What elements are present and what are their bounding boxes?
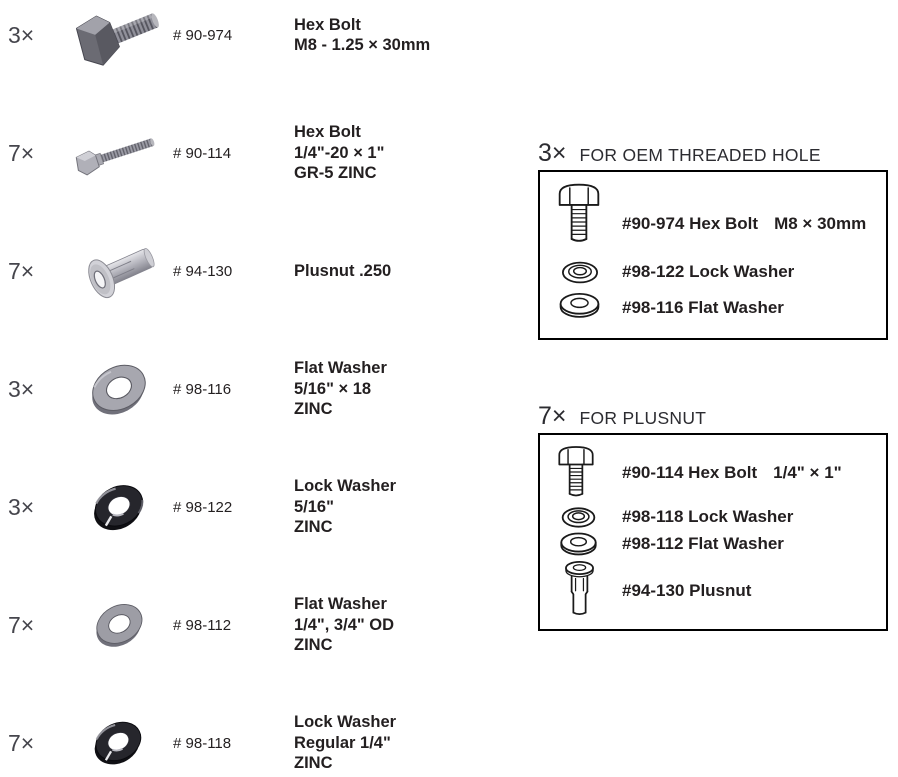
part-number: # 94-130 xyxy=(173,262,233,280)
quantity-label: 7× xyxy=(8,139,35,166)
part-description: Hex Bolt 1/4"-20 × 1" GR-5 ZINC xyxy=(294,123,385,183)
part-description: Lock Washer 5/16" ZINC xyxy=(294,477,397,537)
part-number: # 98-122 xyxy=(173,498,233,516)
group-plusnut xyxy=(538,403,888,631)
part-description: Plusnut .250 xyxy=(294,261,392,280)
hex-bolt-photo-icon xyxy=(72,118,167,188)
quantity-label: 7× xyxy=(8,611,35,638)
part-description: Flat Washer 5/16" × 18 ZINC xyxy=(294,359,387,419)
group-item-label: #98-112 Flat Washer xyxy=(622,534,784,553)
group-oem-threaded-hole xyxy=(538,140,888,340)
quantity-label: 3× xyxy=(8,375,35,402)
table-row xyxy=(0,212,472,330)
hex-bolt-outline-icon xyxy=(556,180,602,252)
quantity-label: 7× xyxy=(8,729,35,756)
group-title: FOR PLUSNUT xyxy=(579,408,707,428)
part-number: # 90-114 xyxy=(173,144,232,162)
table-row xyxy=(0,448,472,566)
part-number: # 98-116 xyxy=(173,380,232,398)
hex-bolt-outline-icon xyxy=(556,443,596,505)
flat-washer-outline-icon xyxy=(558,531,599,559)
flat-washer-photo-icon xyxy=(72,354,167,424)
quantity-label: 3× xyxy=(8,21,35,48)
plusnut-outline-icon xyxy=(562,559,597,619)
group-item-label: #98-116 Flat Washer xyxy=(622,298,784,317)
group-heading xyxy=(538,140,888,167)
group-item-label: #94-130 Plusnut xyxy=(622,581,752,600)
group-item-label: #90-114 Hex Bolt 1/4" × 1" xyxy=(622,463,842,482)
plusnut-photo-icon xyxy=(72,236,167,306)
table-row xyxy=(0,330,472,448)
quantity-label: 3× xyxy=(8,493,35,520)
group-item-label: #90-974 Hex Bolt M8 × 30mm xyxy=(622,214,867,233)
part-number: # 98-112 xyxy=(173,616,232,634)
flat-washer-photo-icon xyxy=(72,590,167,660)
group-box xyxy=(538,170,888,340)
group-quantity: 3× xyxy=(538,139,567,167)
group-title: FOR OEM THREADED HOLE xyxy=(579,145,821,165)
group-item-label: #98-122 Lock Washer xyxy=(622,262,795,281)
part-number: # 90-974 xyxy=(173,26,233,44)
part-description: Lock Washer Regular 1/4" ZINC xyxy=(294,713,397,773)
part-description: Flat Washer 1/4", 3/4" OD ZINC xyxy=(294,595,395,655)
flat-washer-outline-icon xyxy=(557,291,602,322)
table-row xyxy=(0,0,472,94)
lock-washer-outline-icon xyxy=(560,505,597,530)
group-item-label: #98-118 Lock Washer xyxy=(622,507,794,526)
table-row xyxy=(0,566,472,684)
table-row xyxy=(0,684,472,777)
lock-washer-outline-icon xyxy=(560,259,600,286)
table-row xyxy=(0,94,472,212)
hex-bolt-photo-icon xyxy=(72,0,167,70)
group-heading xyxy=(538,403,888,430)
group-quantity: 7× xyxy=(538,402,567,430)
lock-washer-photo-icon xyxy=(72,472,167,542)
quantity-label: 7× xyxy=(8,257,35,284)
part-number: # 98-118 xyxy=(173,734,232,752)
lock-washer-photo-icon xyxy=(72,708,167,777)
part-description: Hex Bolt M8 - 1.25 × 30mm xyxy=(294,15,431,54)
group-box xyxy=(538,433,888,631)
